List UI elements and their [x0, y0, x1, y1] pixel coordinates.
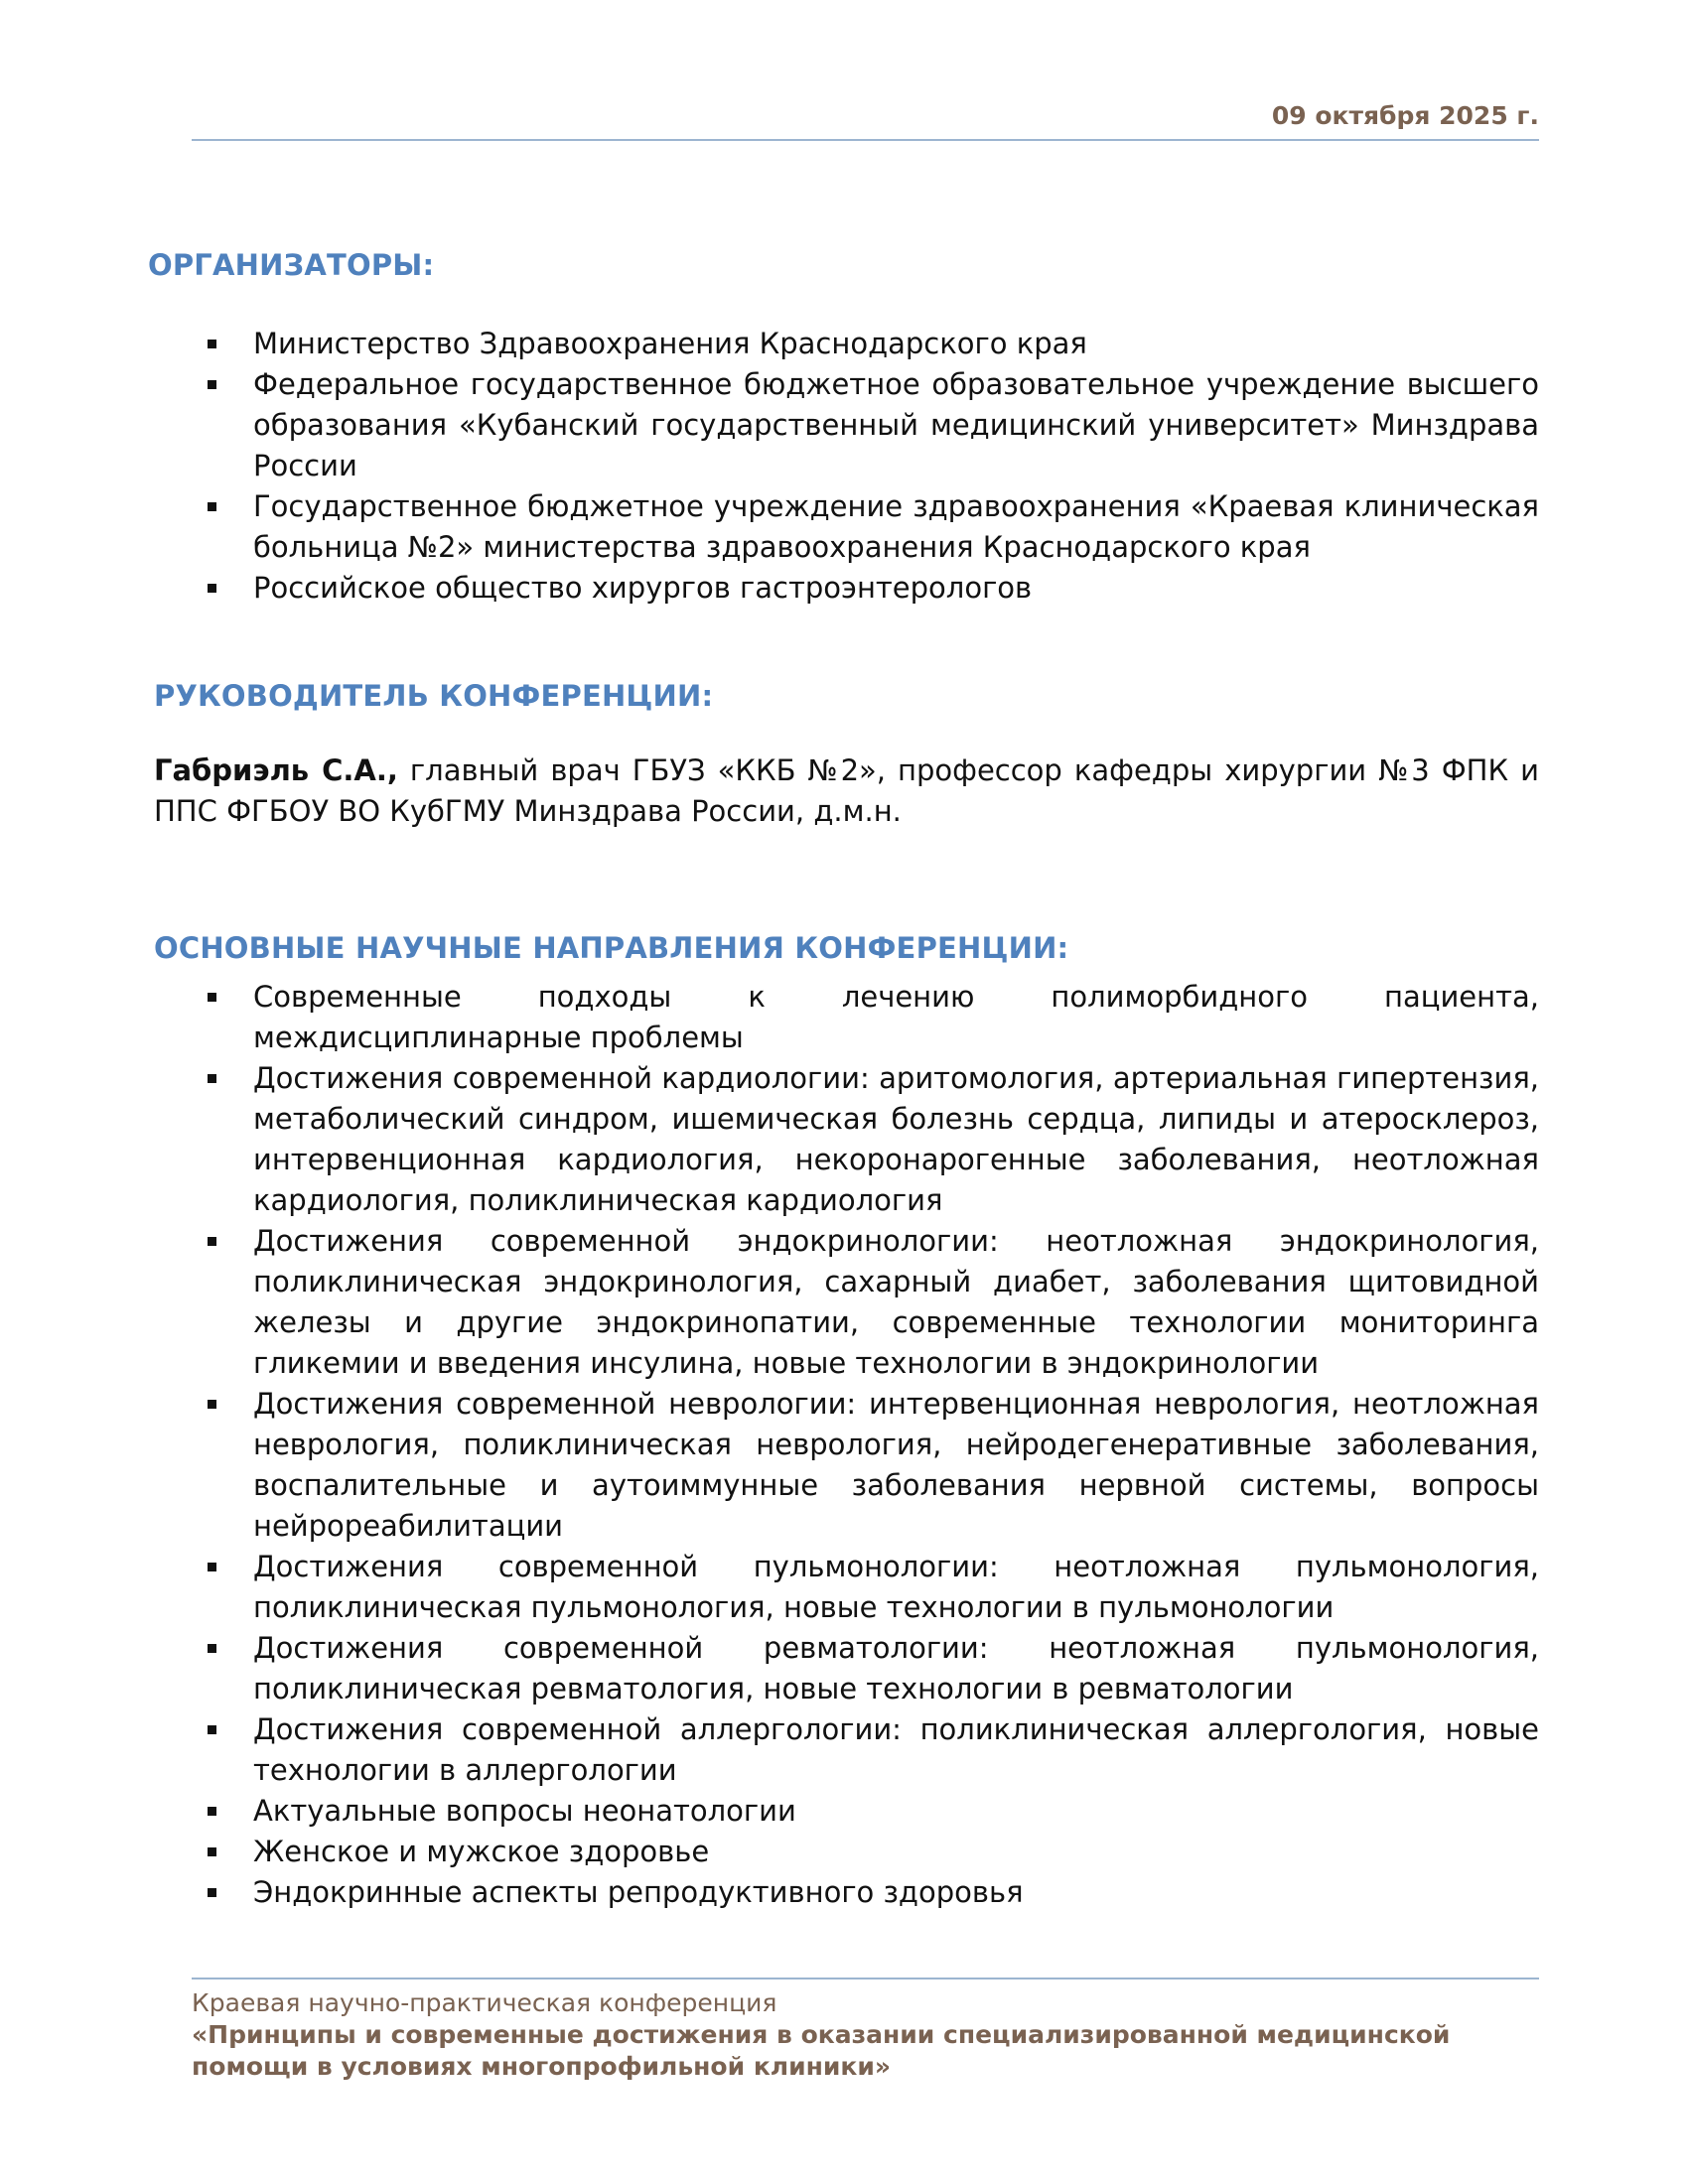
bullet-icon — [208, 993, 216, 1002]
footer-conference-type: Краевая научно-практическая конференция — [192, 1988, 777, 2017]
list-item — [203, 1872, 1539, 1913]
list-item — [203, 977, 1539, 1058]
footer-conference-title: «Принципы и современные достижения в оказании специализированной медицинской помощи в условиях многопрофильной клиники» — [192, 2020, 1451, 2081]
header-date: 09 октября 2025 г. — [1271, 101, 1539, 130]
list-item — [203, 324, 1539, 364]
list-item — [203, 1709, 1539, 1791]
leader-description: главный врач ГБУЗ «ККБ №2», профессор кафедры хирургии №3 ФПК и ППС ФГБОУ ВО КубГМУ Минздрава России, д.м.н. — [154, 753, 1539, 828]
directions-heading: ОСНОВНЫЕ НАУЧНЫЕ НАПРАВЛЕНИЯ КОНФЕРЕНЦИИ: — [154, 931, 1069, 965]
organizers-heading: ОРГАНИЗАТОРЫ: — [148, 248, 435, 282]
list-item-text: Государственное бюджетное учреждение здравоохранения «Краевая клиническая больница №2» министерства здравоохранения Краснодарского края — [253, 489, 1539, 564]
bullet-icon — [208, 1888, 216, 1897]
bullet-icon — [208, 1563, 216, 1571]
list-item-text: Современные подходы к лечению полиморбидного пациента, междисциплинарные проблемы — [253, 980, 1539, 1054]
bullet-icon — [208, 380, 216, 389]
list-item — [203, 1221, 1539, 1384]
bullet-icon — [208, 1725, 216, 1734]
list-item — [203, 1628, 1539, 1709]
organizers-list — [203, 324, 1539, 609]
list-item — [203, 1058, 1539, 1221]
list-item-text: Достижения современной неврологии: интервенционная неврология, неотложная неврология, поликлиническая неврология, нейродегенеративные заболевания, воспалительные и аутоиммунные заболевания нервной системы, вопросы нейрореабилитации — [253, 1387, 1539, 1543]
page-footer — [192, 1978, 1539, 2083]
list-item-text: Достижения современной аллергологии: поликлиническая аллергология, новые технологии в аллергологии — [253, 1712, 1539, 1787]
bullet-icon — [208, 1400, 216, 1409]
list-item-text: Российское общество хирургов гастроэнтерологов — [253, 571, 1033, 605]
list-item — [203, 1791, 1539, 1832]
list-item — [203, 486, 1539, 568]
bullet-icon — [208, 1847, 216, 1856]
bullet-icon — [208, 584, 216, 593]
list-item-text: Министерство Здравоохранения Краснодарского края — [253, 327, 1087, 360]
list-item — [203, 364, 1539, 486]
bullet-icon — [208, 1237, 216, 1246]
list-item — [203, 1384, 1539, 1547]
list-item — [203, 1832, 1539, 1872]
leader-paragraph — [154, 751, 1539, 832]
list-item-text: Актуальные вопросы неонатологии — [253, 1794, 796, 1828]
list-item-text: Достижения современной эндокринологии: неотложная эндокринология, поликлиническая эндокринология, сахарный диабет, заболевания щитовидной железы и другие эндокринопатии, современные технологии мониторинга гликемии и введения инсулина, новые технологии в эндокринологии — [253, 1224, 1539, 1380]
list-item-text: Федеральное государственное бюджетное образовательное учреждение высшего образования «Кубанский государственный медицинский университет» Минздрава России — [253, 367, 1539, 482]
leader-heading: РУКОВОДИТЕЛЬ КОНФЕРЕНЦИИ: — [154, 679, 714, 713]
bullet-icon — [208, 1807, 216, 1816]
leader-name: Габриэль С.А., — [154, 753, 398, 787]
directions-list — [203, 977, 1539, 1913]
list-item-text: Эндокринные аспекты репродуктивного здоровья — [253, 1875, 1024, 1909]
page-header — [192, 99, 1539, 141]
list-item — [203, 1547, 1539, 1628]
list-item-text: Женское и мужское здоровье — [253, 1835, 710, 1868]
list-item — [203, 568, 1539, 609]
bullet-icon — [208, 1074, 216, 1083]
bullet-icon — [208, 502, 216, 511]
list-item-text: Достижения современной пульмонологии: неотложная пульмонология, поликлиническая пульмонология, новые технологии в пульмонологии — [253, 1550, 1539, 1624]
list-item-text: Достижения современной кардиологии: аритомология, артериальная гипертензия, метаболический синдром, ишемическая болезнь сердца, липиды и атеросклероз, интервенционная кардиология, некоронарогенные заболевания, неотложная кардиология, поликлиническая кардиология — [253, 1061, 1539, 1217]
list-item-text: Достижения современной ревматологии: неотложная пульмонология, поликлиническая ревматология, новые технологии в ревматологии — [253, 1631, 1539, 1706]
bullet-icon — [208, 1644, 216, 1653]
bullet-icon — [208, 340, 216, 348]
